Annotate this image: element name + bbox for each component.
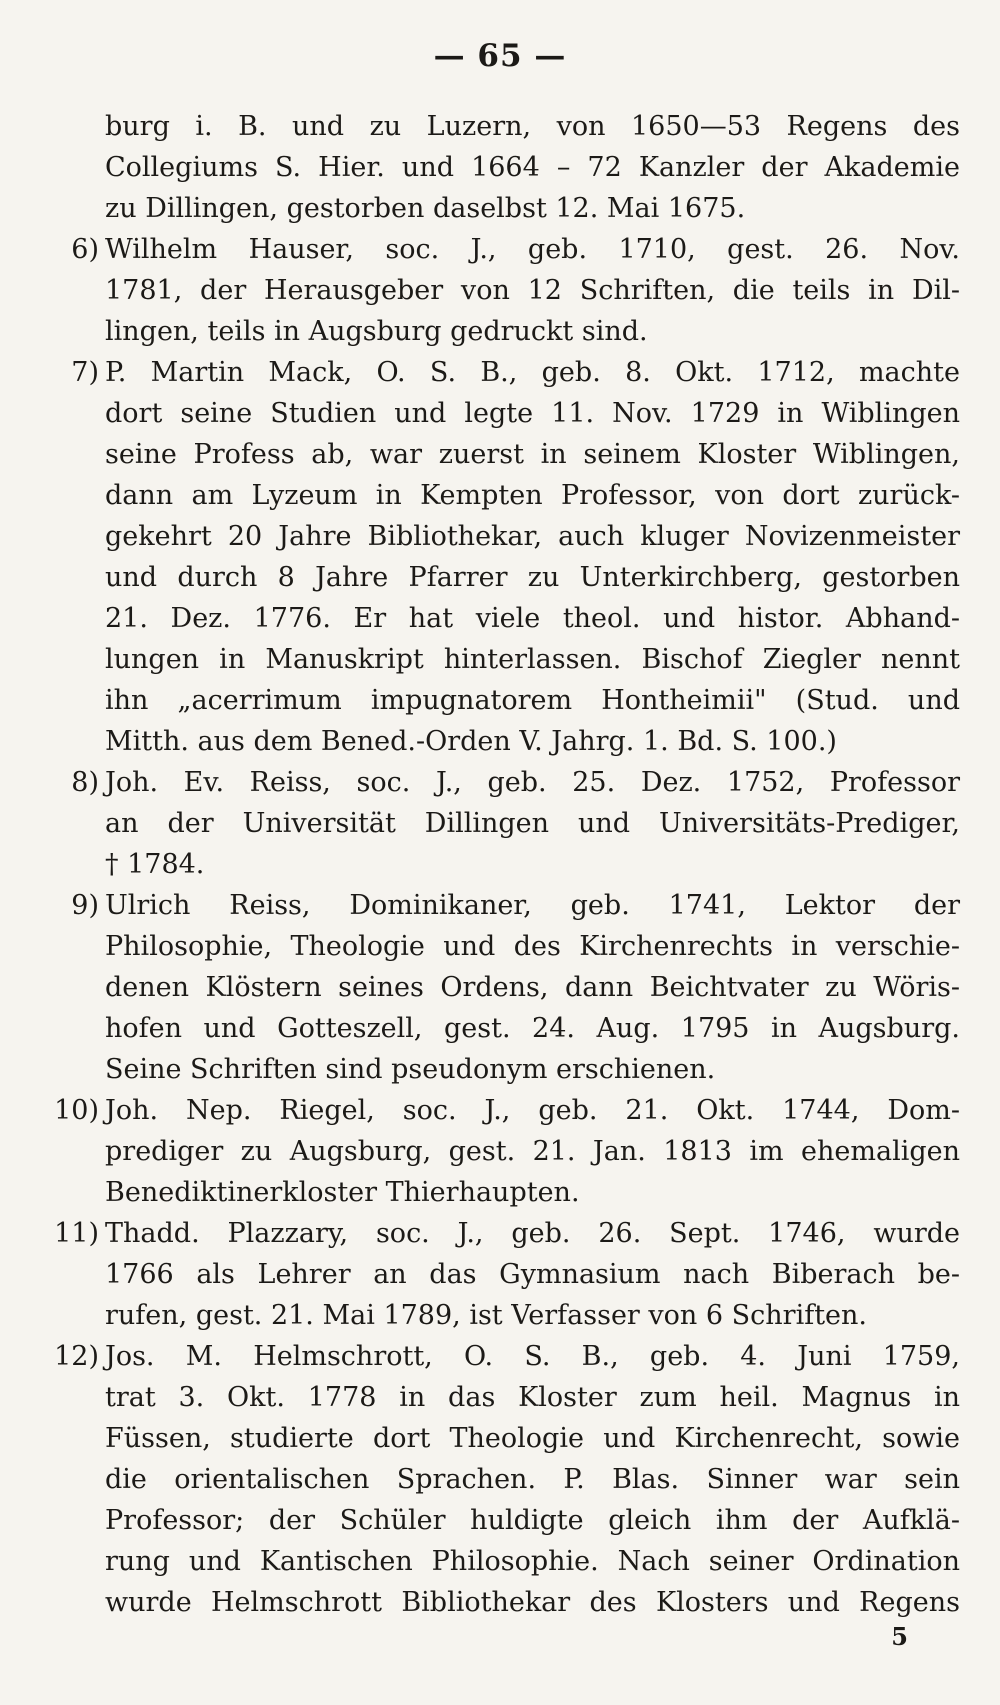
entry-number: 9) (71, 890, 99, 921)
intro-line: zu Dillingen, gestorben daselbst 12. Mai 1675. (105, 193, 746, 224)
entry-line: an der Universität Dillingen und Universitäts-Prediger, (105, 808, 960, 839)
entry-line: Füssen, studierte dort Theologie und Kirchenrecht, sowie (105, 1423, 960, 1454)
entry-7 (45, 352, 960, 762)
entry-number: 11) (54, 1218, 99, 1249)
entry-line: rung und Kantischen Philosophie. Nach seiner Ordination (105, 1546, 960, 1577)
entry-number: 10) (54, 1095, 99, 1126)
entry-line: Joh. Nep. Riegel, soc. J., geb. 21. Okt. 1744, Dom- (105, 1095, 960, 1126)
entry-line: † 1784. (105, 849, 205, 880)
entry-line: wurde Helmschrott Bibliothekar des Klosters und Regens (105, 1587, 960, 1618)
entry-line: dann am Lyzeum in Kempten Professor, von dort zurück- (105, 480, 960, 511)
entry-number: 8) (71, 767, 99, 798)
entry-line: dort seine Studien und legte 11. Nov. 1729 in Wiblingen (105, 398, 960, 429)
entry-line: Seine Schriften sind pseudonym erschienen. (105, 1054, 716, 1085)
entry-line: Professor; der Schüler huldigte gleich ihm der Aufklä- (105, 1505, 960, 1536)
page-number: — 65 — (433, 38, 567, 74)
entry-12 (45, 1336, 960, 1623)
entry-line: lingen, teils in Augsburg gedruckt sind. (105, 316, 648, 347)
intro-line: Collegiums S. Hier. und 1664 – 72 Kanzler der Akademie (105, 152, 960, 183)
entry-number: 7) (71, 357, 99, 388)
entry-line: Thadd. Plazzary, soc. J., geb. 26. Sept. 1746, wurde (105, 1218, 960, 1249)
entry-line: gekehrt 20 Jahre Bibliothekar, auch kluger Novizenmeister (105, 521, 960, 552)
entry-8 (45, 762, 960, 885)
entry-line: Jos. M. Helmschrott, O. S. B., geb. 4. Juni 1759, (105, 1341, 960, 1372)
entry-10 (45, 1090, 960, 1213)
entry-line: hofen und Gotteszell, gest. 24. Aug. 1795 in Augsburg. (105, 1013, 960, 1044)
entry-line: die orientalischen Sprachen. P. Blas. Sinner war sein (105, 1464, 960, 1495)
text-block (45, 106, 960, 1623)
intro-paragraph (45, 106, 960, 229)
entry-line: lungen in Manuskript hinterlassen. Bischof Ziegler nennt (105, 644, 960, 675)
entry-line: ihn „acerrimum impugnatorem Hontheimii" (Stud. und (105, 685, 960, 716)
entry-line: denen Klöstern seines Ordens, dann Beichtvater zu Wöris- (105, 972, 960, 1003)
intro-line: burg i. B. und zu Luzern, von 1650—53 Regens des (105, 111, 960, 142)
entry-line: P. Martin Mack, O. S. B., geb. 8. Okt. 1712, machte (105, 357, 960, 388)
entry-line: 21. Dez. 1776. Er hat viele theol. und histor. Abhand- (105, 603, 960, 634)
entry-number: 12) (54, 1341, 99, 1372)
entry-9 (45, 885, 960, 1090)
entry-line: rufen, gest. 21. Mai 1789, ist Verfasser von 6 Schriften. (105, 1300, 867, 1331)
entry-line: Wilhelm Hauser, soc. J., geb. 1710, gest. 26. Nov. (105, 234, 960, 265)
entry-line: Benediktinerkloster Thierhaupten. (105, 1177, 580, 1208)
entry-line: Ulrich Reiss, Dominikaner, geb. 1741, Lektor der (105, 890, 960, 921)
signature-mark: 5 (891, 1622, 908, 1651)
entry-11 (45, 1213, 960, 1336)
entry-line: prediger zu Augsburg, gest. 21. Jan. 1813 im ehemaligen (105, 1136, 960, 1167)
entry-line: 1766 als Lehrer an das Gymnasium nach Biberach be- (105, 1259, 960, 1290)
entry-6 (45, 229, 960, 352)
entry-line: und durch 8 Jahre Pfarrer zu Unterkirchberg, gestorben (105, 562, 960, 593)
entry-line: Mitth. aus dem Bened.-Orden V. Jahrg. 1. Bd. S. 100.) (105, 726, 837, 757)
entry-line: Joh. Ev. Reiss, soc. J., geb. 25. Dez. 1752, Professor (105, 767, 960, 798)
entry-number: 6) (71, 234, 99, 265)
entry-line: 1781, der Herausgeber von 12 Schriften, die teils in Dil- (105, 275, 960, 306)
entry-line: trat 3. Okt. 1778 in das Kloster zum heil. Magnus in (105, 1382, 960, 1413)
entry-line: seine Profess ab, war zuerst in seinem Kloster Wiblingen, (105, 439, 960, 470)
entry-line: Philosophie, Theologie und des Kirchenrechts in verschie- (105, 931, 960, 962)
